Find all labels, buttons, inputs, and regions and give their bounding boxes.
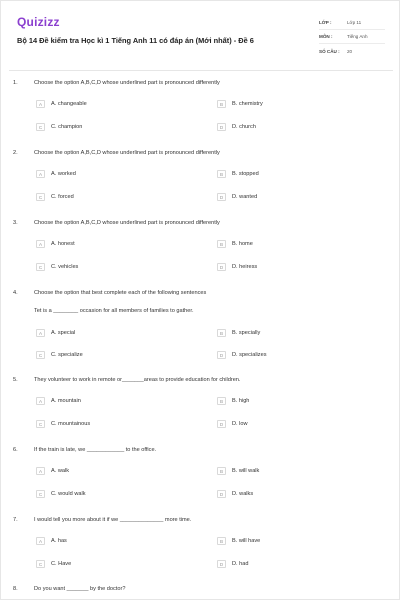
option-text: A. walk	[51, 468, 70, 474]
meta-key: MÔN :	[319, 34, 333, 39]
question-text: I would tell you more about it if we ______________ more time.	[34, 517, 192, 523]
question-number: 7.	[13, 517, 18, 523]
option-a[interactable]	[36, 397, 81, 405]
option-letter-box: D	[217, 420, 226, 428]
option-text: A. worked	[51, 171, 76, 177]
meta-row-subject	[319, 30, 385, 44]
question-text: Choose the option A,B,C,D whose underlined part is pronounced differently	[34, 80, 220, 86]
question-number: 3.	[13, 220, 18, 226]
option-letter-box: B	[217, 170, 226, 178]
option-letter-box: C	[36, 560, 45, 568]
option-text: D. specializes	[232, 352, 267, 358]
option-letter-box: B	[217, 397, 226, 405]
option-text: A. special	[51, 330, 76, 336]
option-letter-box: D	[217, 490, 226, 498]
document-title: Bộ 14 Đề kiểm tra Học kì 1 Tiếng Anh 11 có đáp án (Mới nhất) - Đề 6	[17, 36, 254, 45]
option-letter-box: B	[217, 329, 226, 337]
option-text: C. mountainous	[51, 421, 91, 427]
option-letter-box: A	[36, 240, 45, 248]
option-letter-box: B	[217, 100, 226, 108]
option-a[interactable]	[36, 240, 75, 248]
option-b[interactable]	[217, 329, 260, 337]
option-letter-box: C	[36, 263, 45, 271]
option-letter-box: B	[217, 240, 226, 248]
option-d[interactable]	[217, 263, 257, 271]
option-letter-box: D	[217, 193, 226, 201]
option-letter-box: C	[36, 193, 45, 201]
question-number: 1.	[13, 80, 18, 86]
option-letter-box: D	[217, 351, 226, 359]
option-text: B. high	[232, 398, 250, 404]
option-text: A. honest	[51, 241, 75, 247]
option-a[interactable]	[36, 467, 69, 475]
option-a[interactable]	[36, 170, 76, 178]
meta-value: Lớp 11	[347, 20, 362, 25]
option-text: A. mountain	[51, 398, 81, 404]
option-text: B. will have	[232, 538, 261, 544]
option-text: D. walks	[232, 491, 254, 497]
question-number: 8.	[13, 586, 18, 592]
option-letter-box: C	[36, 123, 45, 131]
option-c[interactable]	[36, 193, 74, 201]
option-text: C. forced	[51, 194, 74, 200]
option-d[interactable]	[217, 560, 248, 568]
option-c[interactable]	[36, 123, 82, 131]
meta-box	[319, 16, 385, 58]
option-letter-box: D	[217, 123, 226, 131]
option-text: D. had	[232, 561, 249, 567]
option-letter-box: C	[36, 351, 45, 359]
meta-key: SỐ CÂU :	[319, 48, 340, 54]
option-letter-box: C	[36, 490, 45, 498]
option-text: C. vehicles	[51, 264, 79, 270]
question-text: They volunteer to work in remote or_______areas to provide education for children.	[34, 377, 241, 383]
option-text: D. heiress	[232, 264, 258, 270]
option-text: B. stopped	[232, 171, 259, 177]
meta-row-class	[319, 16, 385, 30]
question-text: Choose the option that best complete each of the following sentences	[34, 290, 207, 296]
option-letter-box: B	[217, 467, 226, 475]
question-number: 6.	[13, 447, 18, 453]
option-letter-box: A	[36, 537, 45, 545]
option-text: A. has	[51, 538, 67, 544]
option-letter-box: C	[36, 420, 45, 428]
meta-row-count	[319, 44, 385, 58]
option-letter-box: A	[36, 397, 45, 405]
option-b[interactable]	[217, 397, 249, 405]
option-a[interactable]	[36, 537, 67, 545]
option-b[interactable]	[217, 537, 260, 545]
option-letter-box: A	[36, 170, 45, 178]
option-text: C. would walk	[51, 491, 86, 497]
option-a[interactable]	[36, 100, 87, 108]
meta-key: LỚP :	[319, 20, 332, 25]
worksheet-header	[9, 9, 393, 71]
option-text: C. champion	[51, 124, 83, 130]
option-text: D. wanted	[232, 194, 258, 200]
option-text: B. home	[232, 241, 253, 247]
option-text: C. specialize	[51, 352, 83, 358]
option-text: A. changeable	[51, 101, 87, 107]
option-b[interactable]	[217, 170, 259, 178]
option-text: B. specially	[232, 330, 261, 336]
option-text: D. low	[232, 421, 248, 427]
option-c[interactable]	[36, 420, 90, 428]
question-text: Choose the option A,B,C,D whose underlined part is pronounced differently	[34, 150, 220, 156]
question-sentence: Tet is a ________ occasion for all members of families to gather.	[34, 308, 194, 314]
option-letter-box: A	[36, 100, 45, 108]
option-d[interactable]	[217, 351, 267, 359]
option-text: D. church	[232, 124, 256, 130]
option-d[interactable]	[217, 193, 257, 201]
quizizz-logo: Quizizz	[17, 15, 60, 29]
option-letter-box: B	[217, 537, 226, 545]
option-text: B. will walk	[232, 468, 260, 474]
option-c[interactable]	[36, 263, 78, 271]
option-c[interactable]	[36, 351, 83, 359]
option-c[interactable]	[36, 490, 86, 498]
question-number: 4.	[13, 290, 18, 296]
option-d[interactable]	[217, 123, 256, 131]
option-a[interactable]	[36, 329, 75, 337]
meta-value: 20	[347, 48, 353, 54]
question-text: If the train is late, we ____________ to the office.	[34, 447, 157, 453]
question-number: 2.	[13, 150, 18, 156]
option-d[interactable]	[217, 420, 248, 428]
option-b[interactable]	[217, 467, 259, 475]
option-letter-box: D	[217, 560, 226, 568]
option-letter-box: A	[36, 329, 45, 337]
meta-value: Tiếng Anh	[347, 34, 368, 39]
option-d[interactable]	[217, 490, 253, 498]
option-b[interactable]	[217, 240, 253, 248]
option-text: C. Have	[51, 561, 72, 567]
option-c[interactable]	[36, 560, 71, 568]
question-text: Choose the option A,B,C,D whose underlined part is pronounced differently	[34, 220, 220, 226]
option-text: B. chemistry	[232, 101, 263, 107]
option-letter-box: A	[36, 467, 45, 475]
question-text: Do you want _______ by the doctor?	[34, 586, 126, 592]
option-letter-box: D	[217, 263, 226, 271]
question-number: 5.	[13, 377, 18, 383]
option-b[interactable]	[217, 100, 263, 108]
